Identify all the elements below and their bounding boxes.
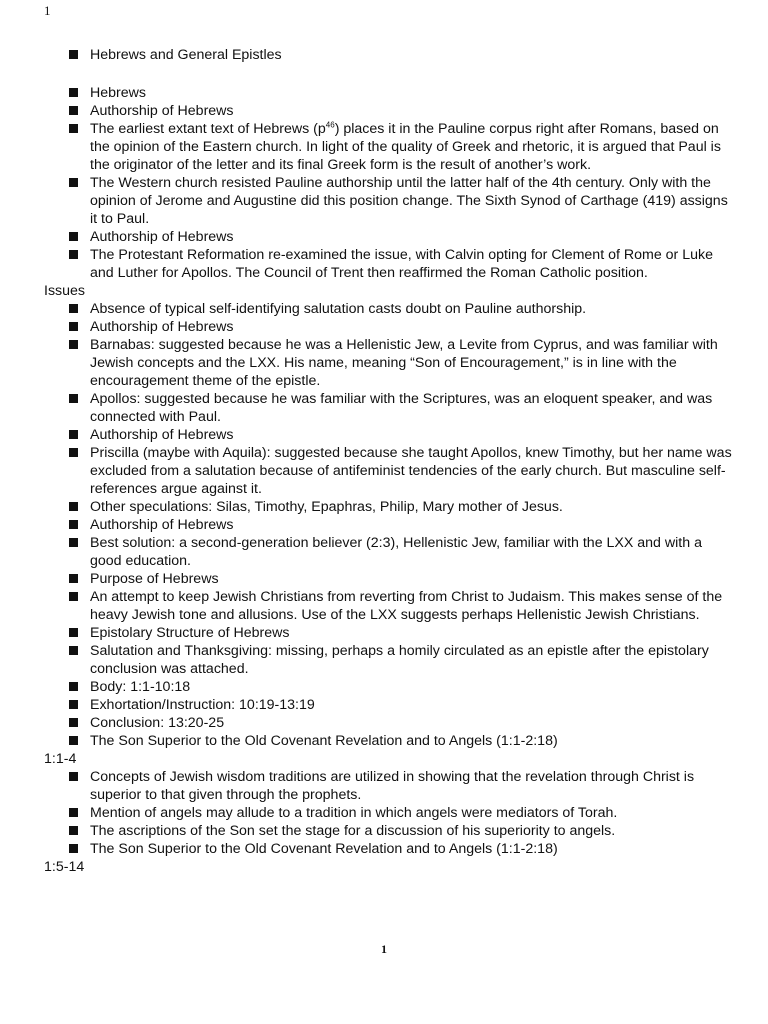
list-item-text: Barnabas: suggested because he was a Hellenistic Jew, a Levite from Cyprus, and was familiar with Jewish concepts and the LXX. His name, meaning “Son of Encouragement,” is in line with the encouragement theme of the epistle.	[90, 337, 718, 389]
list-item-text: The Son Superior to the Old Covenant Revelation and to Angels (1:1-2:18)	[90, 841, 558, 857]
list-item-text: The Protestant Reformation re-examined the issue, with Calvin opting for Clement of Rome or Luke and Luther for Apollos. The Council of Trent then reaffirmed the Roman Catholic position.	[90, 247, 713, 281]
heading-text: Hebrews and General Epistles	[90, 47, 282, 63]
list-item-text: Mention of angels may allude to a tradition in which angels were mediators of Torah.	[90, 805, 618, 821]
square-bullet-icon	[69, 124, 78, 133]
list-item	[44, 588, 734, 624]
list-item	[44, 624, 734, 642]
list-item-text: The Western church resisted Pauline authorship until the latter half of the 4th century. Only with the opinion of Jerome and Augustine did this position change. The Sixth Synod of Carthage (419) assigns it to Paul.	[90, 175, 728, 227]
papyrus-superscript: 46	[325, 120, 335, 130]
spacer	[44, 64, 734, 84]
list-item-text: Best solution: a second-generation believer (2:3), Hellenistic Jew, familiar with the LXX and with a good education.	[90, 535, 702, 569]
square-bullet-icon	[69, 736, 78, 745]
section-label: 1:1-4	[44, 751, 77, 767]
square-bullet-icon	[69, 106, 78, 115]
list-item	[44, 714, 734, 732]
square-bullet-icon	[69, 592, 78, 601]
list-item-text: Hebrews	[90, 85, 146, 101]
list-item-text: Exhortation/Instruction: 10:19-13:19	[90, 697, 315, 713]
square-bullet-icon	[69, 628, 78, 637]
square-bullet-icon	[69, 340, 78, 349]
list-item-text: Conclusion: 13:20-25	[90, 715, 225, 731]
square-bullet-icon	[69, 844, 78, 853]
list-item-text-part: The earliest extant text of Hebrews (p	[90, 121, 326, 137]
outline-list	[44, 84, 734, 876]
list-item	[44, 174, 734, 228]
square-bullet-icon	[69, 322, 78, 331]
square-bullet-icon	[69, 826, 78, 835]
square-bullet-icon	[69, 88, 78, 97]
square-bullet-icon	[69, 808, 78, 817]
list-item-text: Purpose of Hebrews	[90, 571, 219, 587]
square-bullet-icon	[69, 538, 78, 547]
list-item	[44, 768, 734, 804]
list-item-text: An attempt to keep Jewish Christians from reverting from Christ to Judaism. This makes sense of the heavy Jewish tone and allusions. Use of the LXX suggests perhaps Hellenistic Jewish Christians.	[90, 589, 723, 623]
list-item-text: Body: 1:1-10:18	[90, 679, 191, 695]
list-item-text: The Son Superior to the Old Covenant Revelation and to Angels (1:1-2:18)	[90, 733, 558, 749]
list-item-text: Authorship of Hebrews	[90, 103, 234, 119]
list-item	[44, 300, 734, 318]
list-item-text: Authorship of Hebrews	[90, 427, 234, 443]
square-bullet-icon	[69, 646, 78, 655]
section-label: 1:5-14	[44, 859, 85, 875]
list-item-text: Other speculations: Silas, Timothy, Epaphras, Philip, Mary mother of Jesus.	[90, 499, 563, 515]
list-item-text: Priscilla (maybe with Aquila): suggested because she taught Apollos, knew Timothy, but her name was excluded from a salutation because of antifeminist tendencies of the early church. But masculine self-references argue against it.	[90, 445, 732, 497]
list-item	[44, 642, 734, 678]
list-item	[44, 534, 734, 570]
list-item	[44, 444, 734, 498]
page-number-top: 1	[44, 3, 51, 18]
list-item	[44, 390, 734, 426]
list-item-text: Epistolary Structure of Hebrews	[90, 625, 290, 641]
square-bullet-icon	[69, 700, 78, 709]
list-item	[44, 318, 734, 336]
list-item	[44, 822, 734, 840]
document-heading	[44, 46, 734, 64]
square-bullet-icon	[69, 772, 78, 781]
page-number-bottom: 1	[381, 942, 387, 956]
list-item-text: Concepts of Jewish wisdom traditions are utilized in showing that the revelation through Christ is superior to that given through the prophets.	[90, 769, 695, 803]
square-bullet-icon	[69, 394, 78, 403]
list-item-text: Authorship of Hebrews	[90, 517, 234, 533]
square-bullet-icon	[69, 304, 78, 313]
list-item	[44, 228, 734, 246]
square-bullet-icon	[69, 682, 78, 691]
section-label: Issues	[44, 283, 86, 299]
list-item	[44, 804, 734, 822]
list-item-text: The ascriptions of the Son set the stage for a discussion of his superiority to angels.	[90, 823, 616, 839]
square-bullet-icon	[69, 50, 78, 59]
square-bullet-icon	[69, 178, 78, 187]
square-bullet-icon	[69, 502, 78, 511]
list-item	[44, 696, 734, 714]
square-bullet-icon	[69, 574, 78, 583]
list-item-text: Authorship of Hebrews	[90, 319, 234, 335]
list-item-text: Authorship of Hebrews	[90, 229, 234, 245]
list-item-text: Absence of typical self-identifying salutation casts doubt on Pauline authorship.	[90, 301, 587, 317]
list-item	[44, 678, 734, 696]
list-item	[44, 426, 734, 444]
list-item	[44, 516, 734, 534]
list-item	[44, 840, 734, 858]
list-item-text-part: ) places it in the Pauline corpus right after Romans, based on the opinion of the Eastern church. In light of the quality of Greek and rhetoric, it is argued that Paul is the originator of the letter and its final Greek form is the result of another’s work.	[90, 121, 721, 173]
list-item	[44, 84, 734, 102]
list-item-text: Apollos: suggested because he was familiar with the Scriptures, was an eloquent speaker, and was connected with Paul.	[90, 391, 713, 425]
list-item-text	[90, 121, 721, 173]
square-bullet-icon	[69, 718, 78, 727]
square-bullet-icon	[69, 448, 78, 457]
list-item	[44, 102, 734, 120]
list-item	[44, 336, 734, 390]
list-item	[44, 120, 734, 174]
list-item	[44, 498, 734, 516]
list-item	[44, 570, 734, 588]
square-bullet-icon	[69, 250, 78, 259]
square-bullet-icon	[69, 232, 78, 241]
list-item-text: Salutation and Thanksgiving: missing, perhaps a homily circulated as an epistle after the epistolary conclusion was attached.	[90, 643, 709, 677]
list-item	[44, 732, 734, 750]
square-bullet-icon	[69, 520, 78, 529]
list-item	[44, 246, 734, 282]
document-body	[44, 46, 734, 876]
square-bullet-icon	[69, 430, 78, 439]
